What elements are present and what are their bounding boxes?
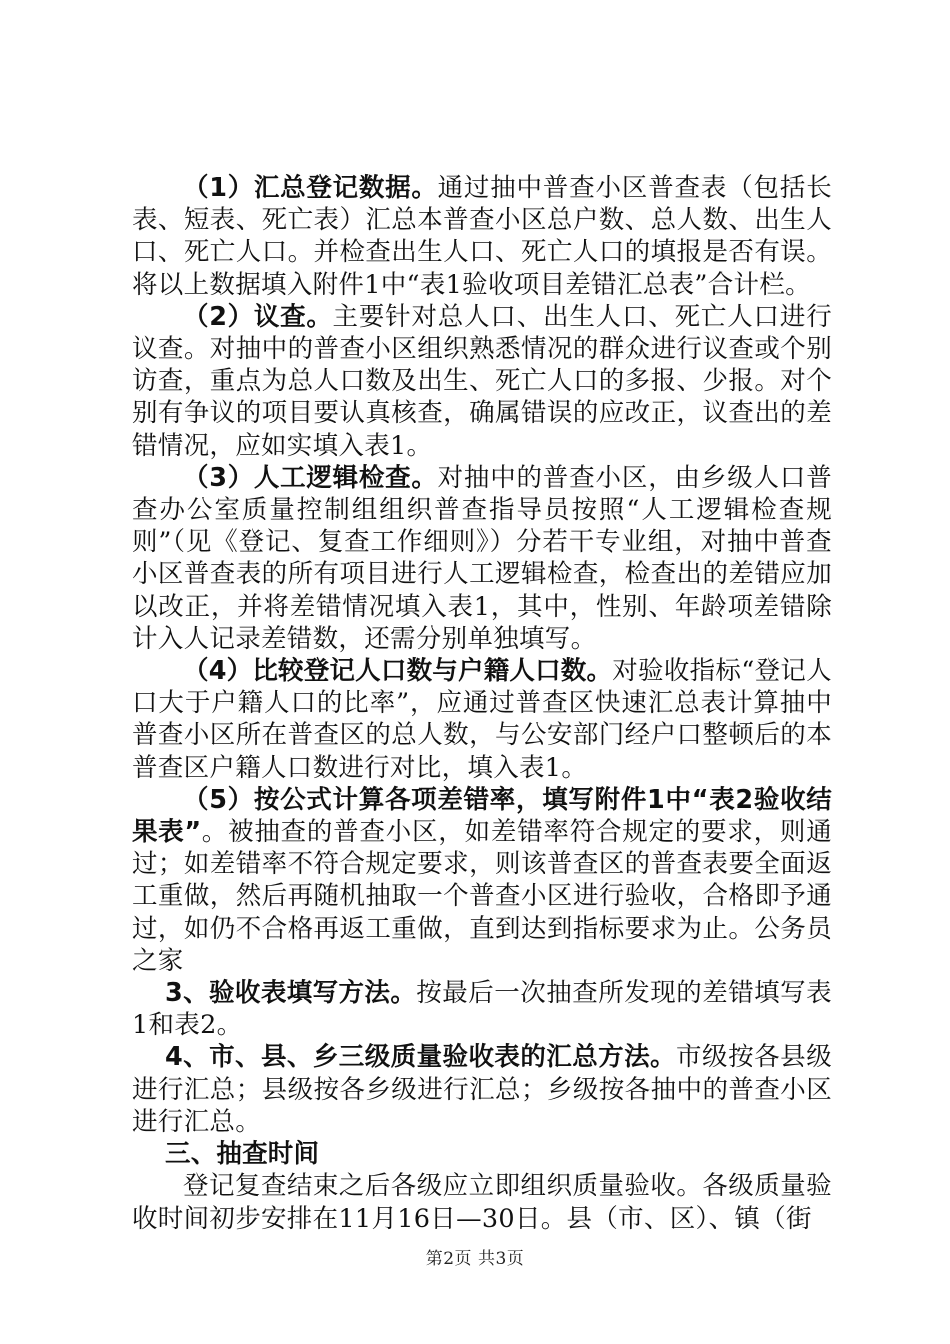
paragraph-4	[132, 655, 832, 784]
paragraph-6-text: 按最后一次抽查所发现的差错填写表1和表2。	[132, 978, 832, 1041]
paragraph-4-heading: （4）比较登记人口数与户籍人口数。	[183, 656, 613, 687]
section-heading-3-title: 三、抽查时间	[165, 1139, 320, 1170]
paragraph-2-text: 主要针对总人口、出生人口、死亡人口进行议查。对抽中的普查小区组织熟悉情况的群众进行议查或个别访查，重点为总人口数及出生、死亡人口的多报、少报。对个别有争议的项目要认真核查，确属错误的应改正，议查出的差错情况，应如实填入表1。	[132, 301, 832, 461]
paragraph-4-text: 对验收指标“登记人口大于户籍人口的比率”，应通过普查区快速汇总表计算抽中普查小区所在普查区的总人数，与公安部门经户口整顿后的本普查区户籍人口数进行对比，填入表1。	[132, 656, 832, 783]
paragraph-3-heading: （3）人工逻辑检查。	[183, 462, 438, 493]
paragraph-7-text: 市级按各县级进行汇总；县级按各乡级进行汇总；乡级按各抽中的普查小区进行汇总。	[132, 1042, 832, 1137]
paragraph-7-heading: 4、市、县、乡三级质量验收表的汇总方法。	[165, 1042, 676, 1073]
document-body	[132, 172, 832, 1235]
paragraph-6-heading: 3、验收表填写方法。	[165, 978, 417, 1009]
paragraph-3	[132, 462, 832, 655]
paragraph-7	[132, 1041, 832, 1138]
page-footer: 第2页 共3页	[425, 1249, 525, 1269]
paragraph-2	[132, 301, 832, 462]
paragraph-5-heading: （5）按公式计算各项差错率，填写附件1中“表2验收结果表”	[132, 784, 832, 848]
paragraph-1	[132, 172, 832, 301]
paragraph-1-text: 通过抽中普查小区普查表（包括长表、短表、死亡表）汇总本普查小区总户数、总人数、出生人口、死亡人口。并检查出生人口、死亡人口的填报是否有误。将以上数据填入附件1中“表1验收项目差错汇总表”合计栏。	[132, 173, 832, 300]
paragraph-1-heading: （1）汇总登记数据。	[183, 173, 438, 203]
paragraph-9	[132, 1170, 832, 1234]
paragraph-2-heading: （2）议查。	[183, 301, 333, 332]
paragraph-9-text: 登记复查结束之后各级应立即组织质量验收。各级质量验收时间初步安排在11月16日—30日。县（市、区）、镇（街	[132, 1171, 832, 1234]
paragraph-5	[132, 784, 832, 977]
paragraph-6	[132, 977, 832, 1041]
paragraph-3-text: 对抽中的普查小区，由乡级人口普查办公室质量控制组组织普查指导员按照“人工逻辑检查规则”（见《登记、复查工作细则》）分若干专业组，对抽中普查小区普查表的所有项目进行人工逻辑检查，检查出的差错应加以改正，并将差错情况填入表1，其中，性别、年龄项差错除计入人记录差错数，还需分别单独填写。	[132, 462, 832, 654]
paragraph-5-text: 。被抽查的普查小区，如差错率符合规定的要求，则通过；如差错率不符合规定要求，则该普查区的普查表要全面返工重做，然后再随机抽取一个普查小区进行验收，合格即予通过，如仍不合格再返工重做，直到达到指标要求为止。公务员之家	[132, 817, 832, 976]
section-heading-3	[132, 1138, 832, 1170]
